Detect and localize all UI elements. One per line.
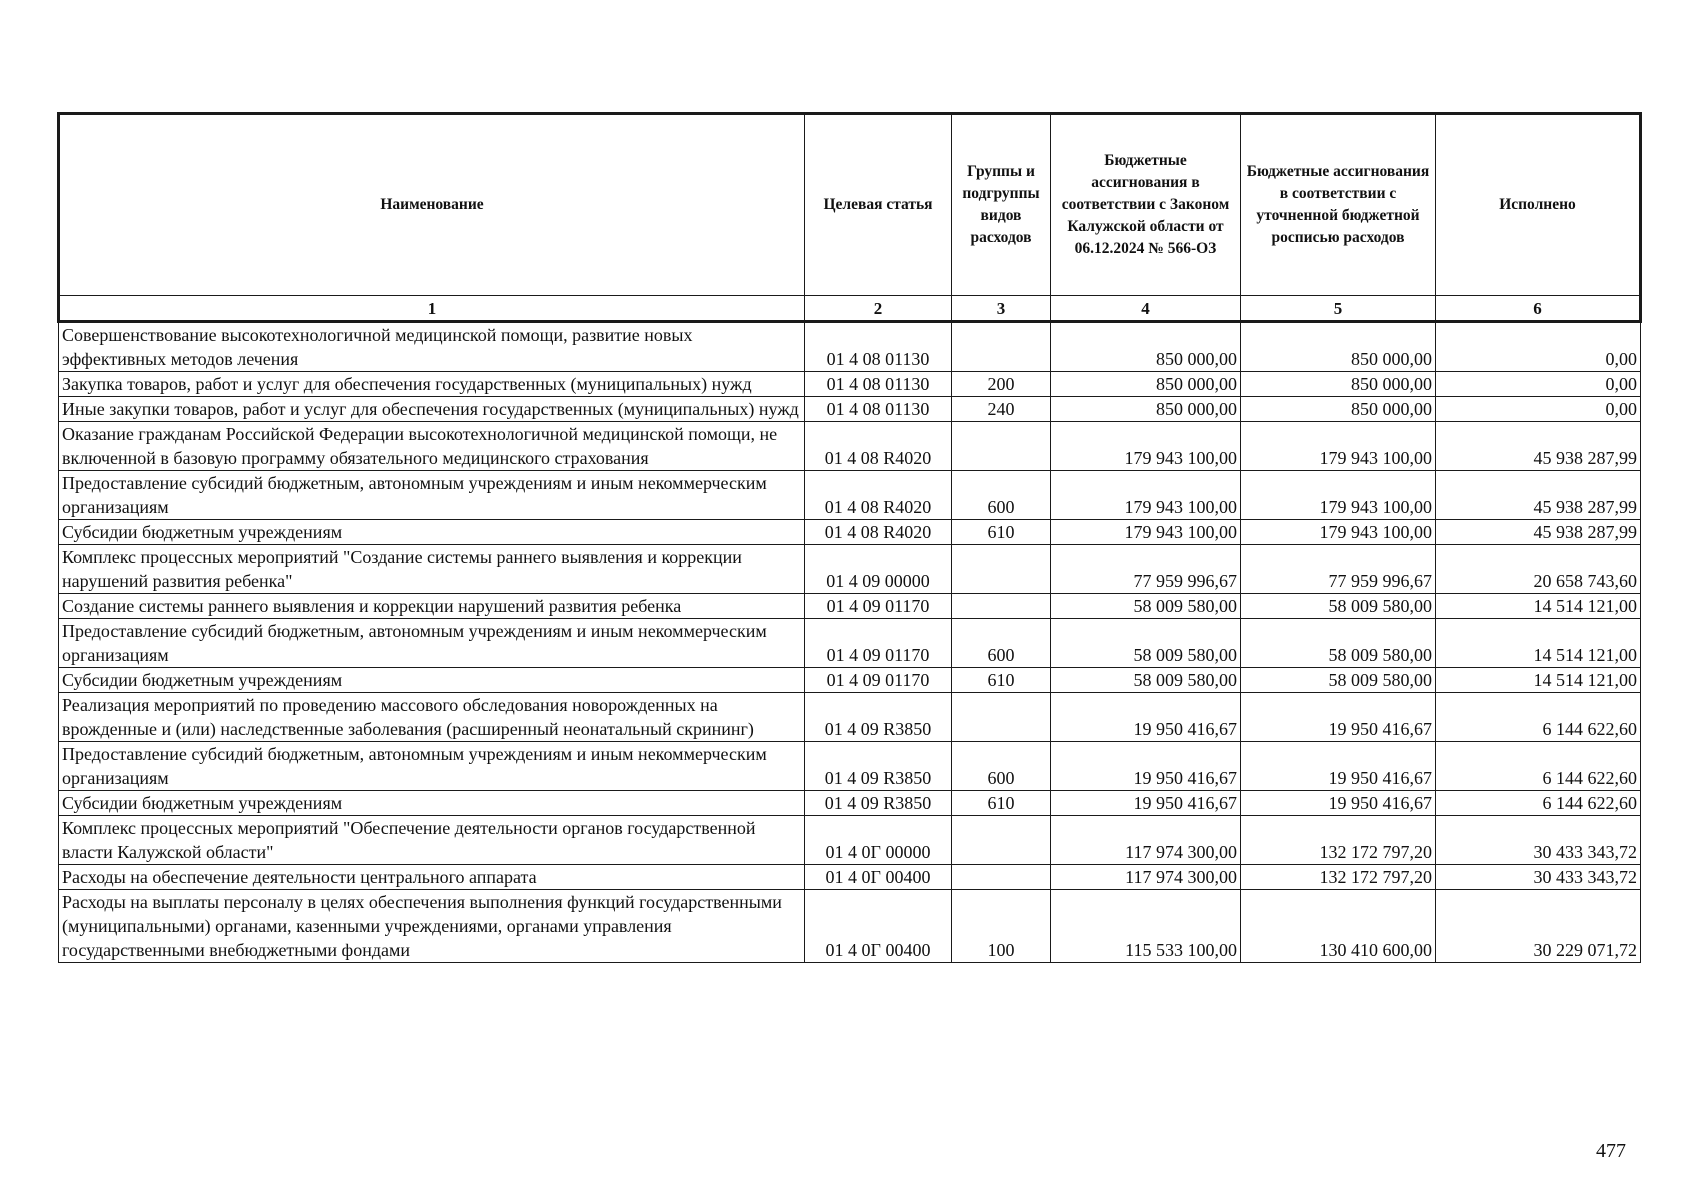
table-row [59,422,1641,471]
table-row [59,471,1641,520]
table-row [59,890,1641,963]
row-name: Предоставление субсидий бюджетным, автономным учреждениям и иным некоммерческим организациям [59,742,805,791]
row-target-article: 01 4 08 01130 [805,322,952,372]
row-executed-amount: 14 514 121,00 [1436,619,1641,668]
header-target-article: Целевая статья [805,114,952,296]
row-target-article: 01 4 0Г 00000 [805,816,952,865]
row-target-article: 01 4 09 R3850 [805,742,952,791]
row-executed-amount: 0,00 [1436,397,1641,422]
row-law-amount: 179 943 100,00 [1051,422,1241,471]
row-expense-group [952,693,1051,742]
row-name: Субсидии бюджетным учреждениям [59,520,805,545]
row-refined-amount: 179 943 100,00 [1241,520,1436,545]
page-number: 477 [1596,1140,1626,1162]
row-name: Субсидии бюджетным учреждениям [59,791,805,816]
row-law-amount: 850 000,00 [1051,397,1241,422]
row-name: Расходы на обеспечение деятельности центрального аппарата [59,865,805,890]
header-row [59,114,1641,296]
row-law-amount: 58 009 580,00 [1051,619,1241,668]
row-expense-group: 100 [952,890,1051,963]
table-row [59,322,1641,372]
row-refined-amount: 179 943 100,00 [1241,422,1436,471]
row-law-amount: 115 533 100,00 [1051,890,1241,963]
row-expense-group [952,422,1051,471]
column-number: 5 [1241,296,1436,322]
row-name: Субсидии бюджетным учреждениям [59,668,805,693]
table-row [59,594,1641,619]
row-target-article: 01 4 0Г 00400 [805,865,952,890]
table-row [59,397,1641,422]
row-target-article: 01 4 08 01130 [805,372,952,397]
row-expense-group: 600 [952,619,1051,668]
row-target-article: 01 4 08 R4020 [805,471,952,520]
row-name: Расходы на выплаты персоналу в целях обеспечения выполнения функций государственными (муниципальными) органами, казенными учреждениями, органами управления государственными внебюджетными фондами [59,890,805,963]
row-name: Закупка товаров, работ и услуг для обеспечения государственных (муниципальных) нужд [59,372,805,397]
table-row [59,668,1641,693]
row-name: Предоставление субсидий бюджетным, автономным учреждениям и иным некоммерческим организациям [59,619,805,668]
row-refined-amount: 179 943 100,00 [1241,471,1436,520]
budget-document [57,112,1639,963]
row-executed-amount: 45 938 287,99 [1436,471,1641,520]
row-name: Комплекс процессных мероприятий "Создание системы раннего выявления и коррекции нарушений развития ребенка" [59,545,805,594]
column-number-row [59,296,1641,322]
row-expense-group [952,865,1051,890]
row-name: Комплекс процессных мероприятий "Обеспечение деятельности органов государственной власти Калужской области" [59,816,805,865]
row-executed-amount: 30 433 343,72 [1436,865,1641,890]
column-number: 2 [805,296,952,322]
row-expense-group: 610 [952,520,1051,545]
row-name: Совершенствование высокотехнологичной медицинской помощи, развитие новых эффективных методов лечения [59,322,805,372]
row-refined-amount: 19 950 416,67 [1241,742,1436,791]
row-executed-amount: 6 144 622,60 [1436,742,1641,791]
row-refined-amount: 19 950 416,67 [1241,791,1436,816]
row-refined-amount: 58 009 580,00 [1241,668,1436,693]
row-expense-group: 600 [952,471,1051,520]
column-number: 3 [952,296,1051,322]
table-row [59,791,1641,816]
row-refined-amount: 58 009 580,00 [1241,619,1436,668]
row-law-amount: 117 974 300,00 [1051,865,1241,890]
row-refined-amount: 58 009 580,00 [1241,594,1436,619]
row-target-article: 01 4 08 01130 [805,397,952,422]
table-row [59,816,1641,865]
row-target-article: 01 4 08 R4020 [805,422,952,471]
table-row [59,693,1641,742]
row-law-amount: 117 974 300,00 [1051,816,1241,865]
row-refined-amount: 130 410 600,00 [1241,890,1436,963]
table-row [59,545,1641,594]
table-row [59,865,1641,890]
row-executed-amount: 20 658 743,60 [1436,545,1641,594]
row-executed-amount: 45 938 287,99 [1436,520,1641,545]
row-target-article: 01 4 09 01170 [805,594,952,619]
row-name: Реализация мероприятий по проведению массового обследования новорожденных на врожденные и (или) наследственные заболевания (расширенный неонатальный скрининг) [59,693,805,742]
row-executed-amount: 6 144 622,60 [1436,693,1641,742]
row-law-amount: 179 943 100,00 [1051,471,1241,520]
row-executed-amount: 6 144 622,60 [1436,791,1641,816]
row-law-amount: 19 950 416,67 [1051,791,1241,816]
row-expense-group: 600 [952,742,1051,791]
row-executed-amount: 0,00 [1436,322,1641,372]
row-expense-group [952,545,1051,594]
row-expense-group: 240 [952,397,1051,422]
row-expense-group [952,816,1051,865]
row-law-amount: 850 000,00 [1051,372,1241,397]
row-name: Создание системы раннего выявления и коррекции нарушений развития ребенка [59,594,805,619]
row-expense-group: 610 [952,668,1051,693]
row-refined-amount: 850 000,00 [1241,372,1436,397]
row-executed-amount: 14 514 121,00 [1436,668,1641,693]
row-name: Предоставление субсидий бюджетным, автономным учреждениям и иным некоммерческим организациям [59,471,805,520]
table-row [59,520,1641,545]
row-executed-amount: 45 938 287,99 [1436,422,1641,471]
row-refined-amount: 132 172 797,20 [1241,865,1436,890]
column-number: 4 [1051,296,1241,322]
header-expense-groups: Группы и подгруппы видов расходов [952,114,1051,296]
table-row [59,742,1641,791]
header-name: Наименование [59,114,805,296]
row-name: Иные закупки товаров, работ и услуг для обеспечения государственных (муниципальных) нужд [59,397,805,422]
row-target-article: 01 4 08 R4020 [805,520,952,545]
row-executed-amount: 30 433 343,72 [1436,816,1641,865]
column-number: 1 [59,296,805,322]
row-law-amount: 850 000,00 [1051,322,1241,372]
header-executed: Исполнено [1436,114,1641,296]
row-law-amount: 58 009 580,00 [1051,668,1241,693]
budget-table [57,112,1642,963]
row-expense-group [952,594,1051,619]
row-executed-amount: 0,00 [1436,372,1641,397]
row-executed-amount: 14 514 121,00 [1436,594,1641,619]
row-target-article: 01 4 09 R3850 [805,693,952,742]
row-law-amount: 179 943 100,00 [1051,520,1241,545]
row-law-amount: 77 959 996,67 [1051,545,1241,594]
header-law-appropriations: Бюджетные ассигнования в соответствии с Законом Калужской области от 06.12.2024 № 566-ОЗ [1051,114,1241,296]
row-executed-amount: 30 229 071,72 [1436,890,1641,963]
row-law-amount: 19 950 416,67 [1051,693,1241,742]
row-expense-group: 200 [952,372,1051,397]
row-refined-amount: 850 000,00 [1241,397,1436,422]
row-target-article: 01 4 09 01170 [805,619,952,668]
row-expense-group [952,322,1051,372]
row-target-article: 01 4 09 R3850 [805,791,952,816]
column-number: 6 [1436,296,1641,322]
row-expense-group: 610 [952,791,1051,816]
table-body [59,322,1641,963]
header-refined-appropriations: Бюджетные ассигнования в соответствии с уточненной бюджетной росписью расходов [1241,114,1436,296]
table-row [59,619,1641,668]
row-refined-amount: 77 959 996,67 [1241,545,1436,594]
row-target-article: 01 4 0Г 00400 [805,890,952,963]
row-target-article: 01 4 09 00000 [805,545,952,594]
table-row [59,372,1641,397]
row-refined-amount: 850 000,00 [1241,322,1436,372]
row-law-amount: 58 009 580,00 [1051,594,1241,619]
row-target-article: 01 4 09 01170 [805,668,952,693]
row-refined-amount: 19 950 416,67 [1241,693,1436,742]
row-name: Оказание гражданам Российской Федерации высокотехнологичной медицинской помощи, не включенной в базовую программу обязательного медицинского страхования [59,422,805,471]
row-refined-amount: 132 172 797,20 [1241,816,1436,865]
row-law-amount: 19 950 416,67 [1051,742,1241,791]
